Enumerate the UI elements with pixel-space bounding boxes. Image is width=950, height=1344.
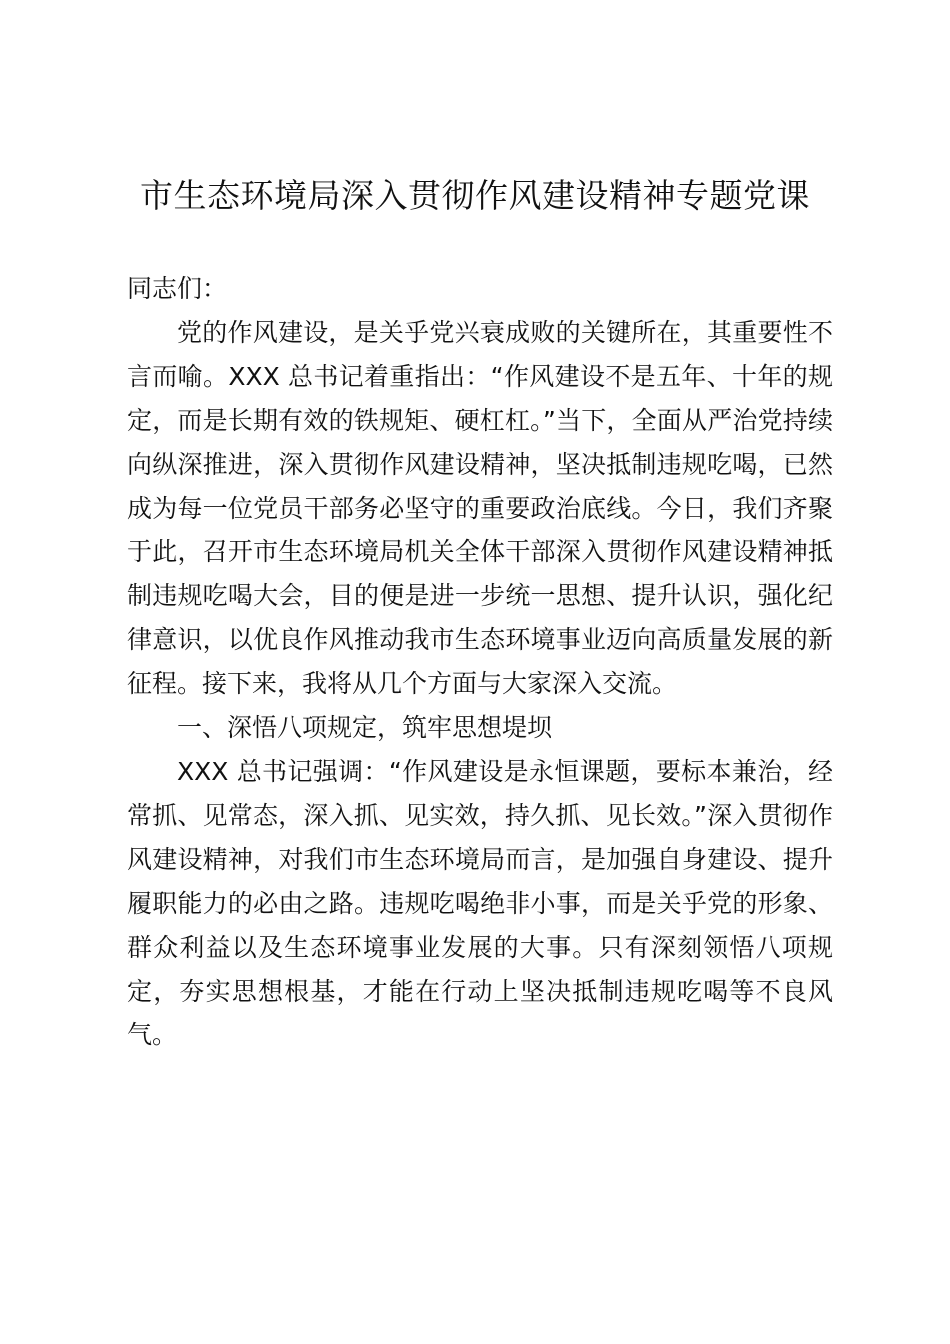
section-1-paragraph: XXX 总书记强调：“作风建设是永恒课题，要标本兼治，经常抓、见常态，深入抓、见实效，持久抓、见长效。”深入贯彻作风建设精神，对我们市生态环境局而言，是加强自身建设、提升履职能力的必由之路。违规吃喝绝非小事，而是关乎党的形象、群众利益以及生态环境事业发展的大事。只有深刻领悟八项规定，夯实思想根基，才能在行动上坚决抵制违规吃喝等不良风气。 bbox=[127, 756, 833, 1050]
section-heading-1: 一、深悟八项规定，筑牢思想堤坝 bbox=[177, 713, 553, 743]
document-body bbox=[127, 267, 833, 1057]
intro-paragraph: 党的作风建设，是关乎党兴衰成败的关键所在，其重要性不言而喻。XXX 总书记着重指出：“作风建设不是五年、十年的规定，而是长期有效的铁规矩、硬杠杠。”当下，全面从严治党持续向纵深推进，深入贯彻作风建设精神，坚决抵制违规吃喝，已然成为每一位党员干部务必坚守的重要政治底线。今日，我们齐聚于此，召开市生态环境局机关全体干部深入贯彻作风建设精神抵制违规吃喝大会，目的便是进一步统一思想、提升认识，强化纪律意识，以优良作风推动我市生态环境事业迈向高质量发展的新征程。接下来，我将从几个方面与大家深入交流。 bbox=[127, 317, 833, 699]
salutation: 同志们： bbox=[127, 274, 228, 303]
document-title: 市生态环境局深入贯彻作风建设精神专题党课 bbox=[140, 176, 810, 215]
